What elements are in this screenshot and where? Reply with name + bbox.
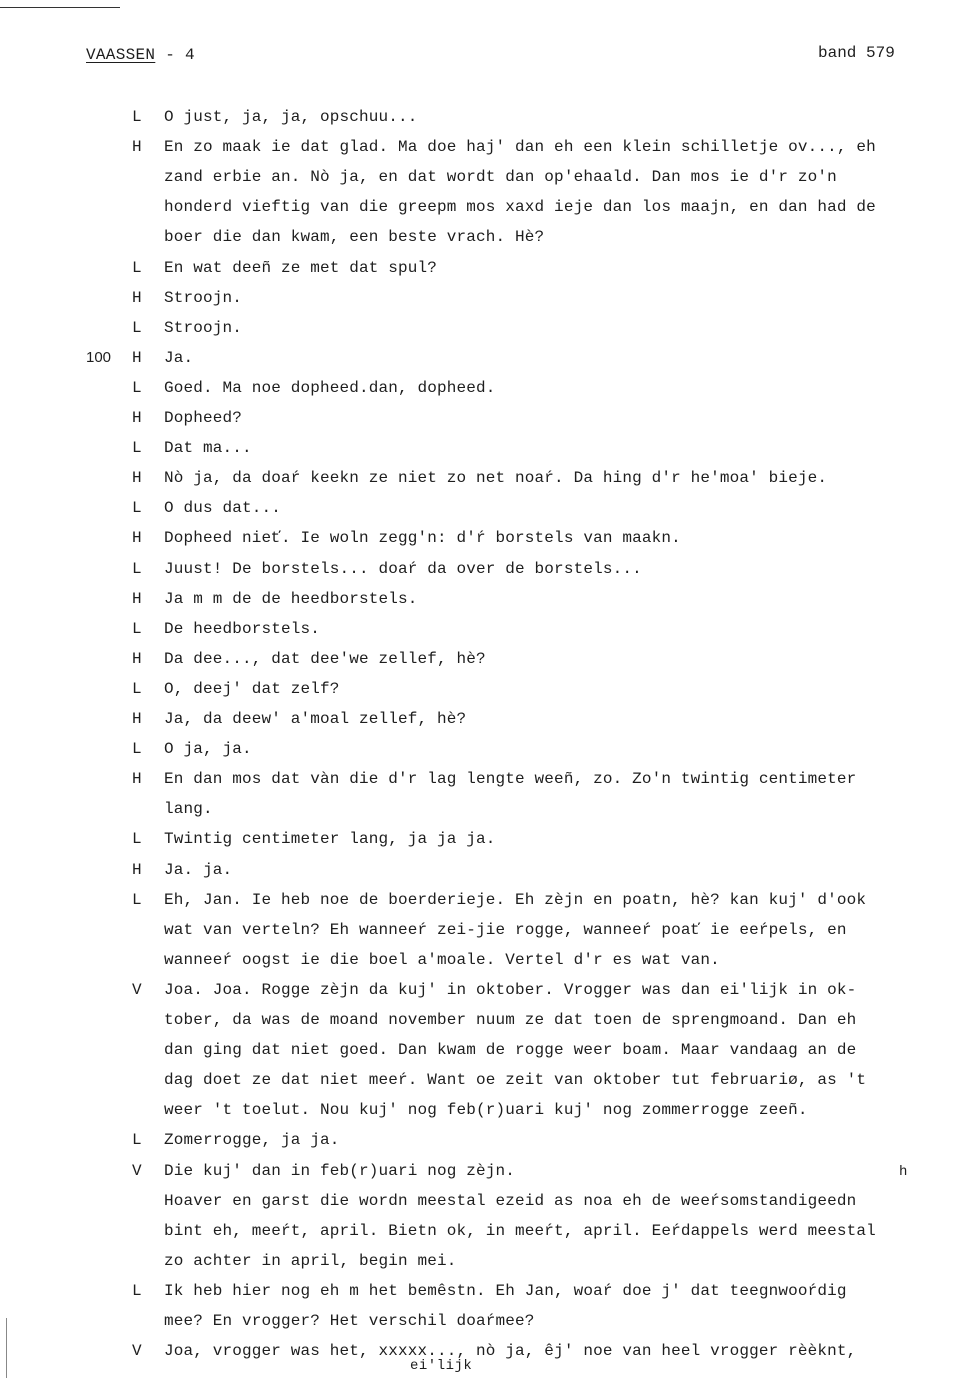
line-text: Dopheed? <box>164 409 243 427</box>
speaker-label: H <box>132 861 142 879</box>
line-text: Nò ja, da doaŕ keekn ze niet zo net noaŕ. Da hing d'r he'moa' bieje. <box>164 469 828 487</box>
transcript-line <box>0 224 973 250</box>
transcript-line <box>0 676 973 702</box>
speaker-label: L <box>132 259 142 277</box>
line-text: wat van verteln? Eh wanneeŕ zei-jie rogge, wanneeŕ poať ie eeŕpels, en <box>164 921 847 939</box>
transcript-line <box>0 1308 973 1334</box>
line-text: tober, da was de moand november nuum ze dat toen de sprengmoand. Dan eh <box>164 1011 857 1029</box>
line-text: Stroojn. <box>164 319 243 337</box>
transcript-line <box>0 1248 973 1274</box>
place-name: VAASSEN <box>86 46 156 64</box>
line-text: wanneeŕ oogst ie die boel a'moale. Vertel d'r es wat van. <box>164 951 720 969</box>
transcript-line <box>0 766 973 792</box>
transcript-line <box>0 465 973 491</box>
speaker-label: V <box>132 1342 142 1360</box>
line-text: Da dee..., dat dee'we zellef, hè? <box>164 650 486 668</box>
speaker-label: L <box>132 379 142 397</box>
speaker-label: L <box>132 830 142 848</box>
transcript-line <box>0 375 973 401</box>
speaker-label: V <box>132 981 142 999</box>
transcript-line <box>0 315 973 341</box>
transcript-line <box>0 1278 973 1304</box>
margin-mark <box>6 1318 7 1378</box>
transcript-line <box>0 435 973 461</box>
speaker-label: H <box>132 770 142 788</box>
speaker-label: L <box>132 620 142 638</box>
line-text: Ja. <box>164 349 194 367</box>
line-text: O dus dat... <box>164 499 282 517</box>
line-text: O just, ja, ja, opschuu... <box>164 108 418 126</box>
line-text: Ja m m de de heedborstels. <box>164 590 418 608</box>
transcript-line <box>0 1188 973 1214</box>
page-header-left <box>86 46 195 64</box>
line-text: Joa. Joa. Rogge zèjn da kuj' in oktober. Vrogger was dan ei'lijk in ok- <box>164 981 857 999</box>
transcript-line <box>0 194 973 220</box>
transcript-line <box>0 1218 973 1244</box>
speaker-label: H <box>132 590 142 608</box>
line-text: weer 't toelut. Nou kuj' nog feb(r)uari kuj' nog zommerrogge zeeñ. <box>164 1101 808 1119</box>
transcript-line <box>0 616 973 642</box>
speaker-label: H <box>132 469 142 487</box>
transcript-line <box>0 345 973 371</box>
speaker-label: H <box>132 710 142 728</box>
speaker-label: L <box>132 108 142 126</box>
line-text: En wat deeñ ze met dat spul? <box>164 259 438 277</box>
transcript-line <box>0 887 973 913</box>
speaker-label: L <box>132 680 142 698</box>
speaker-label: H <box>132 650 142 668</box>
speaker-label: H <box>132 409 142 427</box>
transcript-line <box>0 556 973 582</box>
line-text: O, deej' dat zelf? <box>164 680 340 698</box>
transcript-line <box>0 104 973 130</box>
line-text: Hoaver en garst die wordn meestal ezeid as noa eh de weeŕsomstandigeedn <box>164 1192 857 1210</box>
line-text: Ik heb hier nog eh m het bemêstn. Eh Jan, woaŕ doe j' dat teegnwooŕdig <box>164 1282 847 1300</box>
transcript-line <box>0 1127 973 1153</box>
interlinear-correction-h: h <box>899 1164 908 1180</box>
line-text: Goed. Ma noe dopheed.dan, dopheed. <box>164 379 496 397</box>
speaker-label: L <box>132 740 142 758</box>
line-text: mee? En vrogger? Het verschil doaŕmee? <box>164 1312 535 1330</box>
transcript-line <box>0 977 973 1003</box>
transcript-line <box>0 1097 973 1123</box>
transcript-line <box>0 134 973 160</box>
transcript-line <box>0 586 973 612</box>
line-text: zand erbie an. Nò ja, en dat wordt dan op'ehaald. Dan mos ie d'r zo'n <box>164 168 837 186</box>
line-text: De heedborstels. <box>164 620 321 638</box>
line-text: dan ging dat niet goed. Dan kwam de rogge weer boam. Maar vandaag an de <box>164 1041 857 1059</box>
transcript-line <box>0 285 973 311</box>
transcript-line <box>0 1067 973 1093</box>
line-text: Zomerrogge, ja ja. <box>164 1131 340 1149</box>
transcript-line <box>0 796 973 822</box>
speaker-label: L <box>132 1131 142 1149</box>
transcript-line <box>0 947 973 973</box>
line-text: Dopheed nieť. Ie woln zegg'n: d'ŕ borstels van maakn. <box>164 529 681 547</box>
line-text: Twintig centimeter lang, ja ja ja. <box>164 830 496 848</box>
line-text: En dan mos dat vàn die d'r lag lengte weeñ, zo. Zo'n twintig centimeter <box>164 770 857 788</box>
transcript-line <box>0 706 973 732</box>
transcript-line <box>0 405 973 431</box>
page-number: - 4 <box>155 46 195 64</box>
line-number: 100 <box>86 349 112 366</box>
top-rule <box>0 7 120 8</box>
speaker-label: L <box>132 1282 142 1300</box>
speaker-label: H <box>132 289 142 307</box>
band-label: band 579 <box>818 44 895 62</box>
transcript-line <box>0 857 973 883</box>
speaker-label: L <box>132 319 142 337</box>
line-text: bint eh, meeŕt, april. Bietn ok, in meeŕt, april. Eeŕdappels werd meestal <box>164 1222 876 1240</box>
line-text: dag doet ze dat niet meeŕ. Want oe zeit van oktober tut februariø, as 't <box>164 1071 867 1089</box>
transcript-line <box>0 1037 973 1063</box>
speaker-label: V <box>132 1162 142 1180</box>
line-text: Ja, da deew' a'moal zellef, hè? <box>164 710 467 728</box>
transcript-line <box>0 525 973 551</box>
interlinear-correction-eilijk: ei'lijk <box>410 1358 473 1374</box>
speaker-label: L <box>132 891 142 909</box>
transcript-line <box>0 917 973 943</box>
speaker-label: L <box>132 499 142 517</box>
line-text: Dat ma... <box>164 439 252 457</box>
transcript-line <box>0 255 973 281</box>
line-text: O ja, ja. <box>164 740 252 758</box>
line-text: Joa, vrogger was het, xxxxx..., nò ja, êj' noe van heel vrogger rèèknt, <box>164 1342 857 1360</box>
line-text: zo achter in april, begin mei. <box>164 1252 457 1270</box>
line-text: honderd vieftig van die greepm mos xaxd ieje dan los maajn, en dan had de <box>164 198 876 216</box>
transcript-line <box>0 736 973 762</box>
speaker-label: L <box>132 439 142 457</box>
line-text: boer die dan kwam, een beste vrach. Hè? <box>164 228 545 246</box>
transcript-line <box>0 495 973 521</box>
transcript-line <box>0 1338 973 1364</box>
transcript-line <box>0 1007 973 1033</box>
transcript-line <box>0 826 973 852</box>
line-text: En zo maak ie dat glad. Ma doe haj' dan eh een klein schilletje ov..., eh <box>164 138 876 156</box>
line-text: Die kuj' dan in feb(r)uari nog zèjn. <box>164 1162 516 1180</box>
transcript-line <box>0 646 973 672</box>
line-text: Stroojn. <box>164 289 243 307</box>
line-text: Ja. ja. <box>164 861 233 879</box>
speaker-label: L <box>132 560 142 578</box>
speaker-label: H <box>132 138 142 156</box>
line-text: Eh, Jan. Ie heb noe de boerderieje. Eh zèjn en poatn, hè? kan kuj' d'ook <box>164 891 867 909</box>
speaker-label: H <box>132 529 142 547</box>
speaker-label: H <box>132 349 142 367</box>
transcript-line <box>0 164 973 190</box>
transcript-line <box>0 1158 973 1184</box>
line-text: lang. <box>164 800 213 818</box>
line-text: Juust! De borstels... doaŕ da over de borstels... <box>164 560 642 578</box>
